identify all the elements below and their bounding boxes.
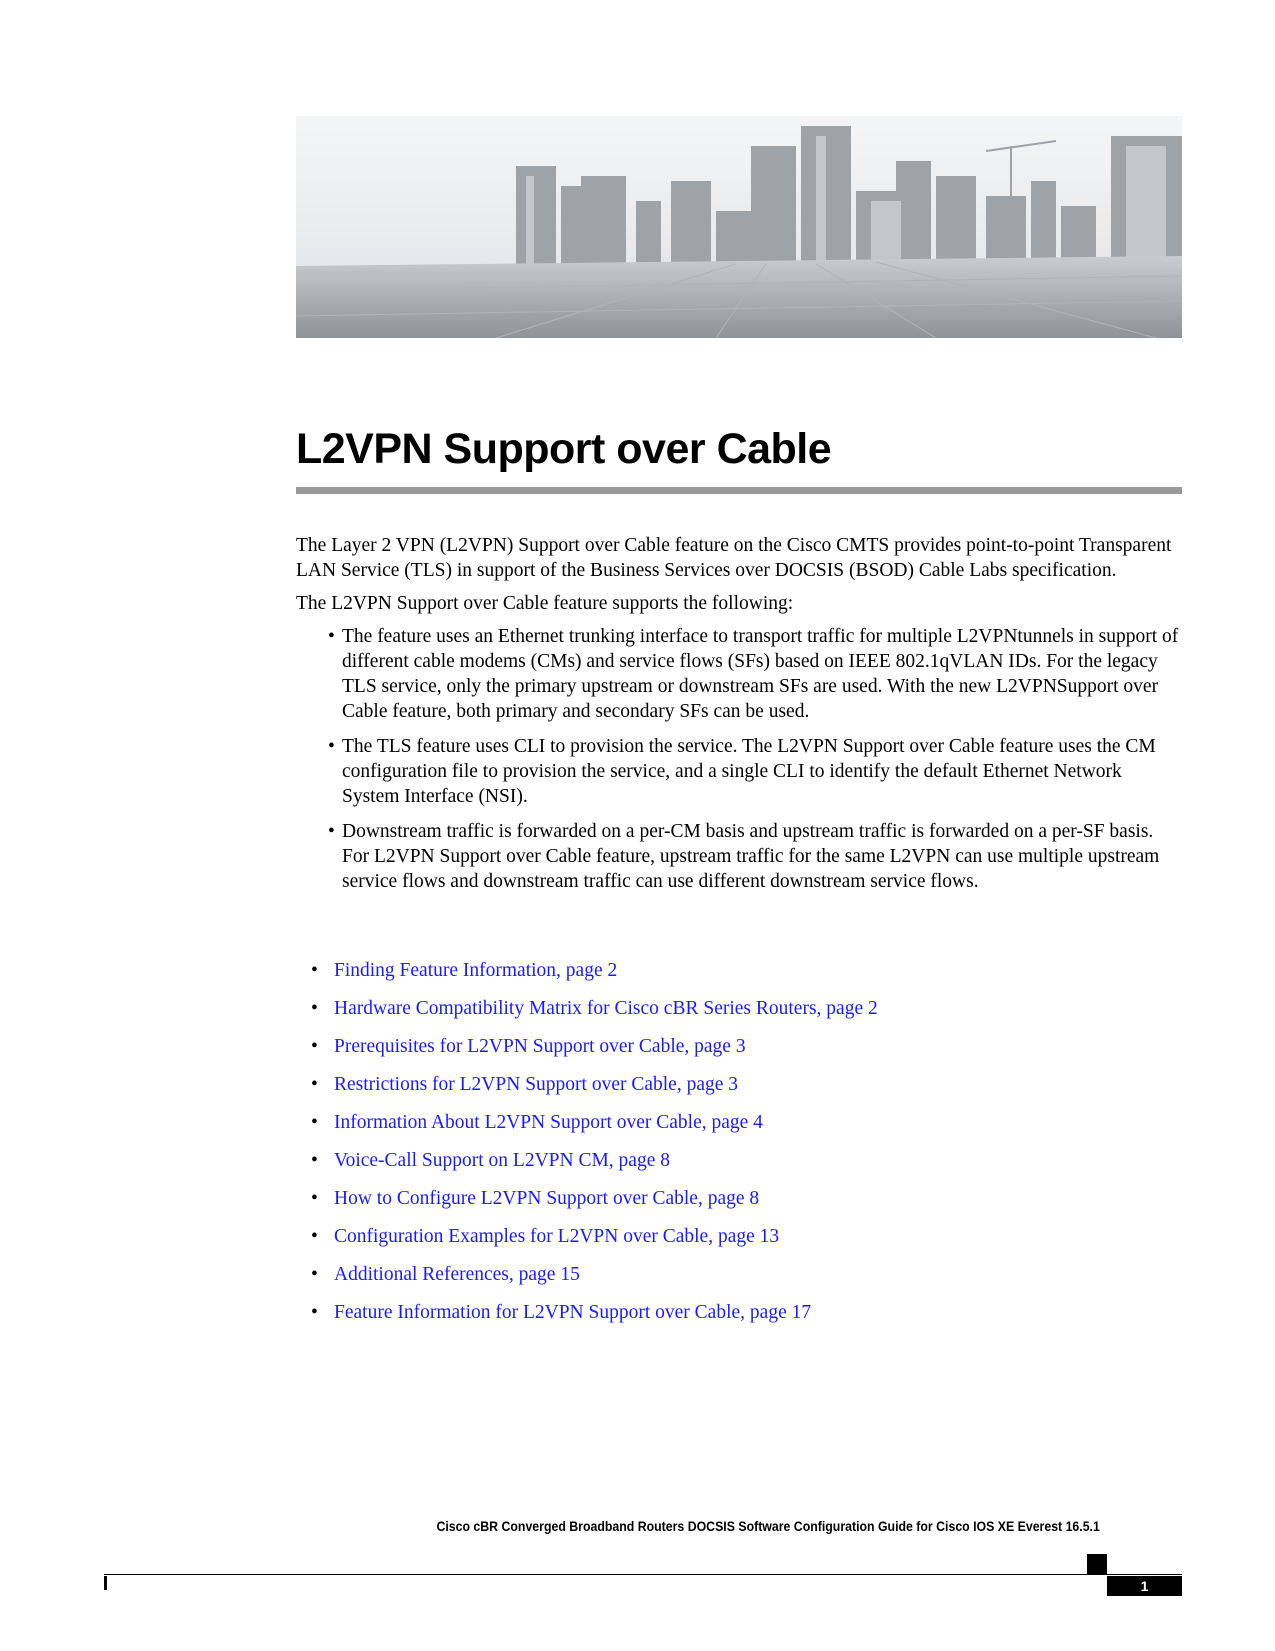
toc-link-finding-feature-information[interactable]: Finding Feature Information, page 2 xyxy=(334,960,618,981)
toc-link-configuration-examples[interactable]: Configuration Examples for L2VPN over Cable, page 13 xyxy=(334,1226,780,1247)
bullet-icon: • xyxy=(311,960,318,981)
bullet-icon: • xyxy=(311,1226,318,1247)
toc-item xyxy=(296,1072,1182,1110)
feature-bullet-list xyxy=(296,624,1182,894)
toc-link-restrictions[interactable]: Restrictions for L2VPN Support over Cable, page 3 xyxy=(334,1074,739,1095)
toc-item xyxy=(296,1186,1182,1224)
title-divider xyxy=(296,487,1182,494)
toc-item xyxy=(296,1262,1182,1300)
toc-link-feature-information[interactable]: Feature Information for L2VPN Support over Cable, page 17 xyxy=(334,1302,812,1323)
bullet-icon: • xyxy=(328,821,335,842)
toc-item xyxy=(296,1300,1182,1338)
toc-item xyxy=(296,1148,1182,1186)
toc-item xyxy=(296,1034,1182,1072)
list-item xyxy=(296,734,1182,809)
toc-item xyxy=(296,958,1182,996)
bullet-icon: • xyxy=(311,1150,318,1171)
page-title: L2VPN Support over Cable xyxy=(296,425,832,473)
bullet-icon: • xyxy=(328,736,335,757)
toc-link-how-to-configure[interactable]: How to Configure L2VPN Support over Cable, page 8 xyxy=(334,1188,760,1209)
intro-section xyxy=(296,533,1182,904)
footer-divider xyxy=(104,1574,1182,1575)
toc-link-additional-references[interactable]: Additional References, page 15 xyxy=(334,1264,580,1285)
bullet-icon: • xyxy=(311,1264,318,1285)
list-item xyxy=(296,624,1182,724)
toc-item xyxy=(296,1224,1182,1262)
bullet-text: The TLS feature uses CLI to provision the service. The L2VPN Support over Cable feature uses the CM configuration file to provision the service, and a single CLI to identify the default Ethernet Network System Interface (NSI). xyxy=(342,736,1156,807)
header-banner-image xyxy=(296,116,1182,338)
footer-guide-title: Cisco cBR Converged Broadband Routers DOCSIS Software Configuration Guide for Cisco IOS XE Everest 16.5.1 xyxy=(436,1518,1100,1534)
bullet-icon: • xyxy=(328,626,335,647)
page-number: 1 xyxy=(1107,1576,1182,1596)
bullet-text: Downstream traffic is forwarded on a per-CM basis and upstream traffic is forwarded on a per-SF basis. For L2VPN Support over Cable feature, upstream traffic for the same L2VPN can use multiple upstream service flows and downstream traffic can use different downstream service flows. xyxy=(342,821,1160,892)
toc-item xyxy=(296,996,1182,1034)
intro-paragraph: The L2VPN Support over Cable feature supports the following: xyxy=(296,593,794,614)
chapter-toc-links xyxy=(296,958,1182,1338)
bullet-icon: • xyxy=(311,998,318,1019)
toc-link-hardware-compatibility-matrix[interactable]: Hardware Compatibility Matrix for Cisco cBR Series Routers, page 2 xyxy=(334,998,878,1019)
toc-link-voice-call-support[interactable]: Voice-Call Support on L2VPN CM, page 8 xyxy=(334,1150,670,1171)
bullet-icon: • xyxy=(311,1074,318,1095)
bullet-text: The feature uses an Ethernet trunking interface to transport traffic for multiple L2VPNtunnels in support of different cable modems (CMs) and service flows (SFs) based on IEEE 802.1qVLAN IDs. For the legacy TLS service, only the primary upstream or downstream SFs are used. With the new L2VPNSupport over Cable feature, both primary and secondary SFs can be used. xyxy=(342,626,1179,722)
bullet-icon: • xyxy=(311,1302,318,1323)
footer-marker xyxy=(1087,1554,1107,1574)
bullet-icon: • xyxy=(311,1112,318,1133)
footer-left-tick xyxy=(104,1576,107,1590)
toc-item xyxy=(296,1110,1182,1148)
toc-link-information-about[interactable]: Information About L2VPN Support over Cable, page 4 xyxy=(334,1112,763,1133)
intro-paragraph: The Layer 2 VPN (L2VPN) Support over Cable feature on the Cisco CMTS provides point-to-point Transparent LAN Service (TLS) in support of the Business Services over DOCSIS (BSOD) Cable Labs specification. xyxy=(296,535,1172,581)
list-item xyxy=(296,819,1182,894)
toc-link-prerequisites[interactable]: Prerequisites for L2VPN Support over Cable, page 3 xyxy=(334,1036,746,1057)
bullet-icon: • xyxy=(311,1036,318,1057)
bullet-icon: • xyxy=(311,1188,318,1209)
